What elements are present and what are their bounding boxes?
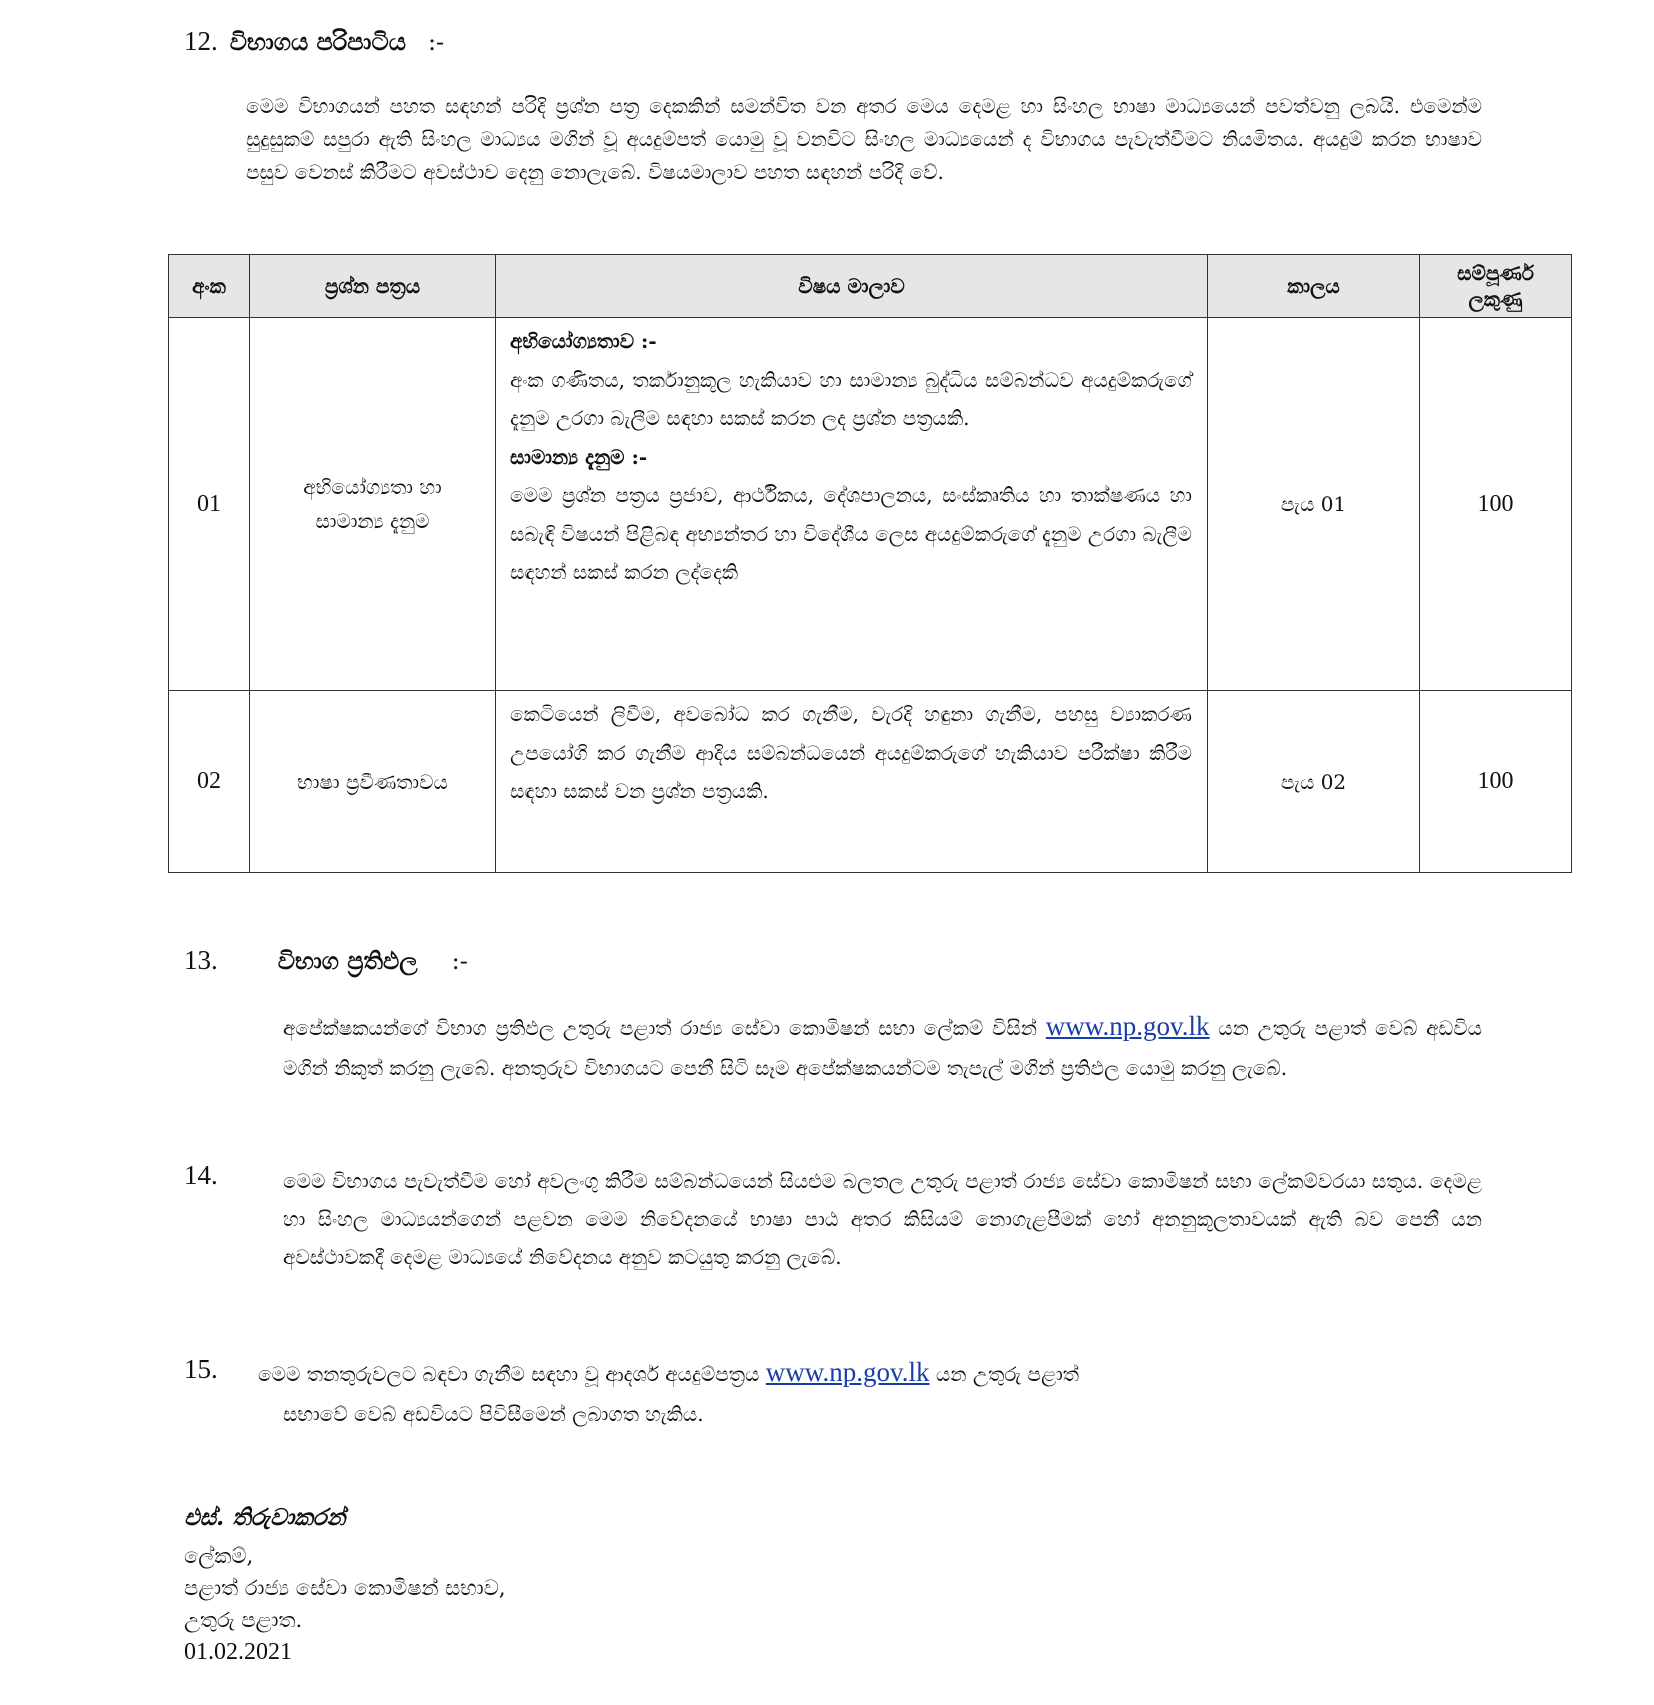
application-website-link[interactable]: www.np.gov.lk: [765, 1357, 930, 1387]
section-13-colon: :-: [451, 947, 468, 975]
signatory-name: එස්. තිරුවාකරන්: [184, 1504, 346, 1531]
row-1-paper-line2: සාමාන්‍ය දැනුම: [315, 509, 430, 533]
table-header-row: [169, 255, 1572, 318]
table-row: [169, 691, 1572, 873]
section-13-heading: [184, 945, 468, 976]
signatory-office: පළාත් රාජ්‍ය සේවා කොමිෂන් සභාව,: [184, 1576, 506, 1600]
header-syllabus: විෂය මාලාව: [496, 255, 1208, 318]
row-2-paper: භාෂා ප්‍රවීණතාවය: [250, 691, 496, 873]
header-number: අංක: [169, 255, 250, 318]
row-2-number: 02: [169, 691, 250, 873]
row-1-syllabus: [496, 318, 1208, 691]
section-14-heading: [184, 1160, 218, 1191]
table-row: [169, 318, 1572, 691]
row-1-subtopic-1-title: අභියෝග්‍යතාව :-: [510, 329, 657, 353]
exam-structure-table: [168, 254, 1572, 873]
header-total-marks-line2: ලකුණු: [1468, 287, 1523, 311]
header-total-marks: [1420, 255, 1572, 318]
row-1-paper: [250, 318, 496, 691]
section-12-heading: [184, 26, 444, 57]
results-website-link[interactable]: www.np.gov.lk: [1045, 1011, 1210, 1041]
section-15-text: [258, 1352, 1482, 1434]
row-1-marks: 100: [1420, 318, 1572, 691]
row-1-subtopic-1-text: අංක ගණිතය, තර්කානුකූල හැකියාව හා සාමාන්‍ය බුද්ධිය සම්බන්ධව අයදුම්කරුගේ දැනුම උරගා බැලීම සඳහා සකස් කරන ලද ප්‍රශ්න පත්‍රයකි.: [510, 367, 1192, 430]
row-2-time: පැය 02: [1208, 691, 1420, 873]
section-15-line2: සභාවේ වෙබ් අඩවියට පිවිසීමෙන් ලබාගත හැකිය.: [283, 1402, 704, 1426]
section-12-number: 12.: [184, 26, 218, 56]
signatory-title: ලේකම්,: [184, 1544, 254, 1568]
section-15-number: 15.: [184, 1354, 218, 1384]
section-15-line1b: යන උතුරු පළාත්: [935, 1362, 1080, 1386]
section-13-text: [283, 1006, 1482, 1088]
section-12-colon: :-: [427, 28, 445, 56]
section-15-line1a: මෙම තනතුරුවලට බඳවා ගැනීම සඳහා වූ ආදර්ශ අයදුම්පත්‍රය: [258, 1362, 760, 1386]
row-2-syllabus: [496, 691, 1208, 873]
section-13-line2: යන උතුරු පළාත් වෙබ් අඩවිය මගින් නිකුත් කරනු ලැබේ. අනතුරුව විභාගයට: [283, 1016, 1482, 1080]
row-1-subtopic-2-text: මෙම ප්‍රශ්න පත්‍රය ප්‍රජාව, ආර්ථිකය, දේශපාලනය, සංස්කෘතිය හා තාක්ෂණය හා සබැඳි විෂයන් පිළිබඳ අභ්‍යන්තර හා විදේශීය ලෙස අයදුම්කරුගේ දැනුම උරගා බැලීම සඳහන් සකස් කරන ලද්දෙකි: [510, 483, 1192, 584]
header-time: කාලය: [1208, 255, 1420, 318]
section-13-line3: පෙනී සිටි සෑම අපේක්ෂකයන්ටම තැපැල් මගින් ප්‍රතිඵල යොමු කරනු ලැබේ.: [670, 1056, 1288, 1080]
row-1-number: 01: [169, 318, 250, 691]
document-date: 01.02.2021: [184, 1639, 292, 1665]
row-2-marks: 100: [1420, 691, 1572, 873]
row-2-syllabus-text: කෙටියෙන් ලිවීම, අවබෝධ කර ගැනීම, වැරදි හඳුනා ගැනීම, පහසු ව්‍යාකරණ උපයෝගි කර ගැනීම ආදිය සම්බන්ධයෙන් අයදුම්කරුගේ හැකියාව පරීක්ෂා කිරීම සඳහා සකස් වන ප්‍රශ්න පත්‍රයකි.: [510, 702, 1192, 803]
section-14-text: මෙම විභාගය පැවැත්වීම හෝ අවලංගු කිරීම සම්බන්ධයෙන් සියළුම බලතල උතුරු පළාත් රාජ්‍ය සේවා කොමිෂන් සභා ලේකම්වරයා සතුය. දෙමළ හා සිංහල මාධ්‍යයන්ගෙන් පළවන මෙම නිවේදනයේ භාෂා පාඨ අතර කිසියම් නොගැළපීමක් හෝ අනනුකූලතාවයක් ඇති බව පෙනී යන අවස්ථාවකදී දෙමළ මාධ්‍යයේ නිවේදනය අනුව කටයුතු කරනු ලැබේ.: [283, 1169, 1482, 1269]
signatory-province: උතුරු පළාත.: [184, 1608, 303, 1632]
signature-block: [184, 1502, 506, 1668]
section-13-title: විභාග ප්‍රතිඵල: [277, 946, 418, 975]
section-15-heading: [184, 1354, 218, 1385]
section-12-title: විභාගය පරිපාටිය: [229, 27, 406, 56]
header-question-paper: ප්‍රශ්න පත්‍රය: [250, 255, 496, 318]
header-total-marks-line1: සම්පූර්ණ: [1457, 261, 1534, 285]
section-13-number: 13.: [184, 945, 218, 975]
section-12-intro: මෙම විභාගයන් පහත සඳහන් පරිදි ප්‍රශ්න පත්‍ර දෙකකින් සමන්විත වන අතර මෙය දෙමළ හා සිංහල භාෂා මාධ්‍යයෙන් පවත්වනු ලබයි. එමෙන්ම සුදුසුකම් සපුරා ඇති සිංහල මාධ්‍යය මගින් වූ අයදුම්පත් යොමු වූ වනවිට සිංහල මාධ්‍යයෙන් ද විභාගය පැවැත්වීමට නියමිතය. අයදුම් කරන භාෂාව පසුව වෙනස් කිරීමට අවස්ථාව දෙනු නොලැබේ. විෂයමාලාව පහත සඳහන් පරිදි වේ.: [246, 94, 1482, 184]
row-1-subtopic-2-title: සාමාන්‍ය දැනුම :-: [510, 444, 648, 469]
row-1-time: පැය 01: [1208, 318, 1420, 691]
section-14-number: 14.: [184, 1160, 218, 1190]
row-1-paper-line1: අභියෝග්‍යතා හා: [303, 475, 442, 499]
section-13-line1: අපේක්ෂකයන්ගේ විභාග ප්‍රතිඵල උතුරු පළාත් රාජ්‍ය සේවා කොමිෂන් සභා ලේකම් විසින්: [283, 1016, 1037, 1040]
